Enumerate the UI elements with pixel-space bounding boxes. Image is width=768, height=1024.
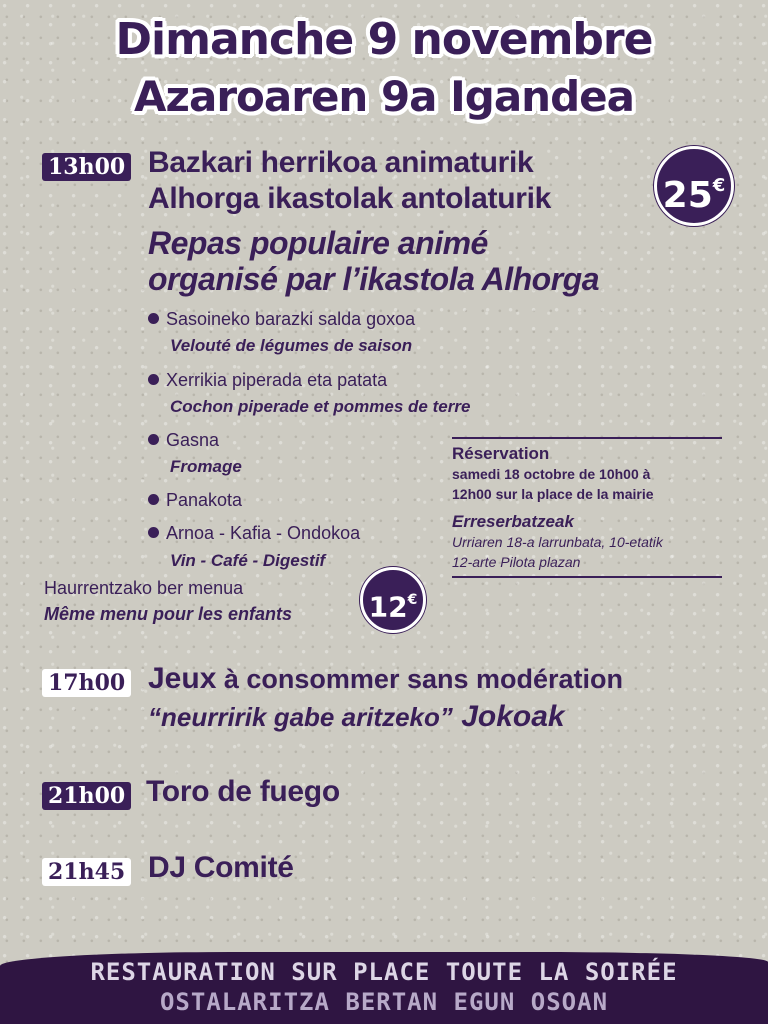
divider-bottom bbox=[452, 576, 722, 578]
price-kids-value: 12 bbox=[368, 590, 408, 624]
meal-title-eu-1: Bazkari herrikoa animaturik bbox=[148, 146, 534, 179]
menu-item-2-fr: Cochon piperade et pommes de terre bbox=[170, 397, 471, 416]
reservation-line-fr-2: 12h00 sur la place de la mairie bbox=[452, 486, 654, 502]
price-adult-badge bbox=[654, 146, 734, 226]
dj-label: DJ Comité bbox=[148, 851, 294, 884]
menu-item-4-eu: Panakota bbox=[148, 490, 242, 511]
games-eu-bold: Jokoak bbox=[452, 700, 565, 733]
games-line-eu bbox=[148, 700, 565, 734]
games-line-fr bbox=[148, 662, 623, 696]
kids-menu-eu: Haurrentzako ber menua bbox=[44, 578, 244, 598]
title-date-french: Dimanche 9 novembre bbox=[115, 14, 653, 65]
menu-item-3-fr: Fromage bbox=[170, 457, 242, 476]
currency-symbol: € bbox=[712, 175, 726, 196]
price-adult-value: 25 bbox=[662, 175, 713, 217]
menu-item-3-eu: Gasna bbox=[148, 430, 219, 451]
menu-item-5-eu: Arnoa - Kafia - Ondokoa bbox=[148, 523, 360, 544]
reservation-title-fr: Réservation bbox=[452, 444, 550, 463]
menu-item-1-eu: Sasoineko barazki salda goxoa bbox=[148, 309, 415, 330]
reservation-line-fr-1: samedi 18 octobre de 10h00 à bbox=[452, 466, 651, 482]
menu-item-2-eu: Xerrikia piperada eta patata bbox=[148, 370, 387, 391]
games-word-bold: Jeux bbox=[148, 662, 217, 695]
meal-title-eu-2: Alhorga ikastolak antolaturik bbox=[148, 182, 552, 215]
title-date-basque: Azaroaren 9a Igandea bbox=[134, 72, 634, 121]
time-badge-13h00: 13h00 bbox=[42, 153, 131, 181]
reservation-title-eu: Erreserbatzeak bbox=[452, 512, 574, 531]
meal-title-fr-1: Repas populaire animé bbox=[148, 225, 488, 261]
reservation-box bbox=[452, 437, 722, 578]
time-badge-21h00: 21h00 bbox=[42, 782, 131, 810]
menu-item-1-fr: Velouté de légumes de saison bbox=[170, 336, 413, 355]
price-kids-badge bbox=[360, 567, 426, 633]
footer-line-fr: RESTAURATION SUR PLACE TOUTE LA SOIRÉE bbox=[90, 958, 678, 986]
reservation-line-eu-2: 12-arte Pilota plazan bbox=[452, 554, 581, 570]
games-rest: à consommer sans modération bbox=[216, 664, 624, 694]
divider-top bbox=[452, 437, 722, 439]
meal-title-fr-2: organisé par l’ikastola Alhorga bbox=[148, 261, 599, 297]
menu-item-5-fr: Vin - Café - Digestif bbox=[170, 551, 326, 570]
games-eu-italic: “neurririk gabe aritzeko” bbox=[148, 702, 453, 732]
currency-symbol-kids: € bbox=[407, 592, 418, 608]
reservation-line-eu-1: Urriaren 18-a larrunbata, 10-etatik bbox=[452, 534, 663, 550]
footer-line-eu: OSTALARITZA BERTAN EGUN OSOAN bbox=[159, 988, 609, 1016]
toro-label: Toro de fuego bbox=[146, 775, 340, 808]
time-badge-21h45: 21h45 bbox=[42, 858, 131, 886]
time-badge-17h00: 17h00 bbox=[42, 669, 131, 697]
kids-menu-fr: Même menu pour les enfants bbox=[44, 604, 293, 624]
